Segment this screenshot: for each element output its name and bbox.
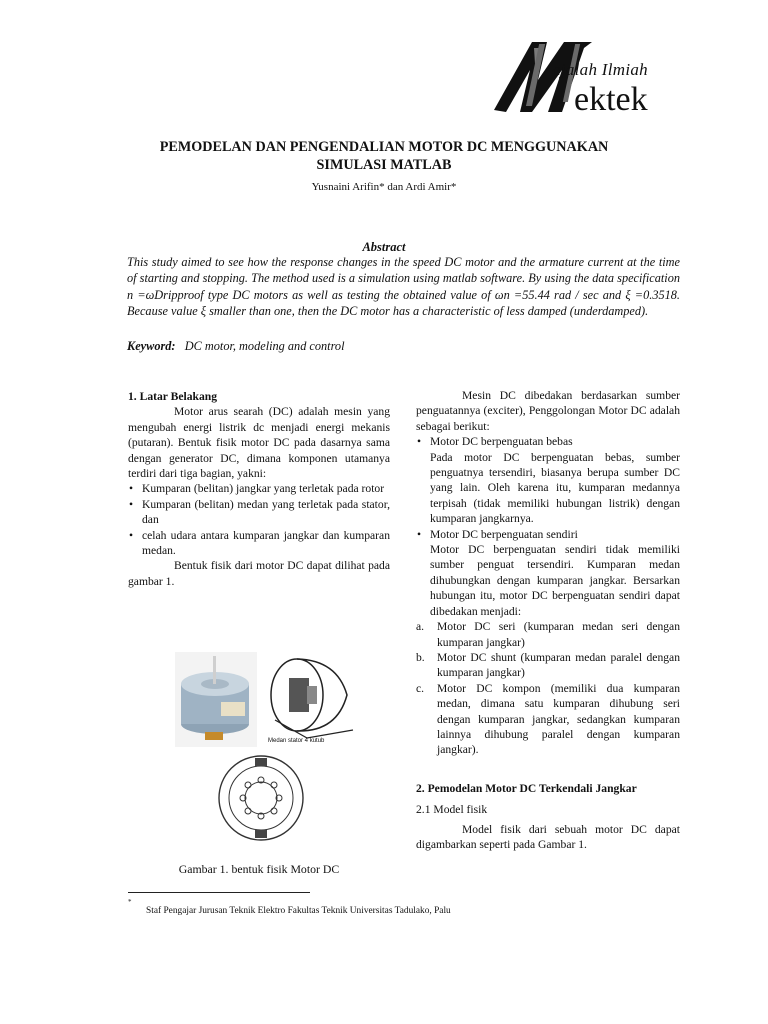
paragraph: Motor DC berpenguatan sendiri tidak memiliki sumber penguat tersendiri. Kumparan medan dihubungkan dengan kumparan jangkar. Bersarkan hubungan itu, motor DC berpenguatan sendiri dapat dibedakan menjadi: <box>430 543 680 618</box>
list-item-title: Motor DC berpenguatan sendiri <box>430 527 578 541</box>
paragraph: Pada motor DC berpenguatan bebas, sumber penguatnya tersendiri, biasanya berupa sumber DC yang lain. Oleh karena itu, kumparan medannya terpisah (tidak memiliki hubungan listrik) dengan kumparan jangkarnya. <box>430 450 680 526</box>
footnote-text: Staf Pengajar Jurusan Teknik Elektro Fakultas Teknik Universitas Tadulako, Palu <box>146 906 451 916</box>
paragraph: Bentuk fisik dari motor DC dapat dilihat pada gambar 1. <box>128 559 390 588</box>
motor-type-list-2 <box>416 527 680 542</box>
footnote-mark: * <box>128 898 132 906</box>
figure-label: Medan stator 4 kutub <box>268 738 325 744</box>
logo-subtitle: ajalah Ilmiah <box>552 60 648 79</box>
rotor-cross-section <box>210 752 312 844</box>
list-item <box>416 434 680 449</box>
list-item: a. Motor DC seri (kumparan medan seri dengan kumparan jangkar) <box>416 620 680 649</box>
keyword-value: DC motor, modeling and control <box>184 339 345 353</box>
left-column <box>128 389 390 589</box>
motor-photo <box>175 652 257 747</box>
keyword-label: Keyword: <box>127 339 176 353</box>
figure-caption: Gambar 1. bentuk fisik Motor DC <box>178 862 340 876</box>
paragraph: Model fisik dari sebuah motor DC dapat digambarkan seperti pada Gambar 1. <box>416 822 680 851</box>
authors: Yusnaini Arifin* dan Ardi Amir* <box>311 181 457 193</box>
list-item: • Kumparan (belitan) jangkar yang terletak pada rotor <box>128 481 390 496</box>
paragraph: Mesin DC dibedakan berdasarkan sumber penguatannya (exciter), Penggolongan Motor DC adalah sebagai berikut: <box>416 389 680 433</box>
footnote-rule <box>128 892 310 893</box>
paper-title <box>100 138 668 174</box>
journal-logo <box>492 40 682 120</box>
title-line-2: SIMULASI MATLAB <box>316 157 452 173</box>
abstract-heading: Abstract <box>362 240 406 254</box>
stator-drawing <box>267 650 357 745</box>
logo-name: ektek <box>574 81 648 118</box>
paragraph: Motor arus searah (DC) adalah mesin yang mengubah energi listrik dc menjadi energi mekanis (putaran). Bentuk fisik motor DC pada dasarnya sama dengan generator DC, dimana komponen utamanya terdiri dari tiga bagian, yakni: <box>128 405 390 481</box>
list-item: b. Motor DC shunt (kumparan medan paralel dengan kumparan jangkar) <box>416 650 680 680</box>
section-heading-1: 1. Latar Belakang <box>128 390 218 403</box>
list-item <box>416 527 680 542</box>
keywords <box>127 339 344 354</box>
component-list <box>128 481 390 558</box>
section-heading-2: 2. Pemodelan Motor DC Terkendali Jangkar <box>416 781 637 795</box>
list-item: • Kumparan (belitan) medan yang terletak pada stator, dan <box>128 497 390 528</box>
right-column <box>416 388 680 852</box>
list-item-title: Motor DC berpenguatan bebas <box>430 435 573 449</box>
motor-type-list <box>416 434 680 449</box>
subsection-heading: 2.1 Model fisik <box>416 803 488 817</box>
title-line-1: PEMODELAN DAN PENGENDALIAN MOTOR DC MENGGUNAKAN <box>159 139 609 155</box>
self-excited-types <box>416 619 680 758</box>
list-item: c. Motor DC kompon (memiliki dua kumparan medan, dimana satu kumparan dihubung seri dengan kumparan jangkar, sedangkan kumparan lainnya dihubung paralel dengan kumparan jangkar). <box>416 681 680 757</box>
list-item: • celah udara antara kumparan jangkar dan kumparan medan. <box>128 528 390 559</box>
abstract-body: This study aimed to see how the response changes in the speed DC motor and the armature current at the time of starting and stopping. The method used is a simulation using matlab software. By using the data specification n =ωDripproof type DC motors as well as testing the obtained value of ωn =55.44 rad / sec and ξ =0.3518. Because value ξ smaller than one, then the DC motor has a characteristic of less damped (underdamped). <box>127 255 680 319</box>
